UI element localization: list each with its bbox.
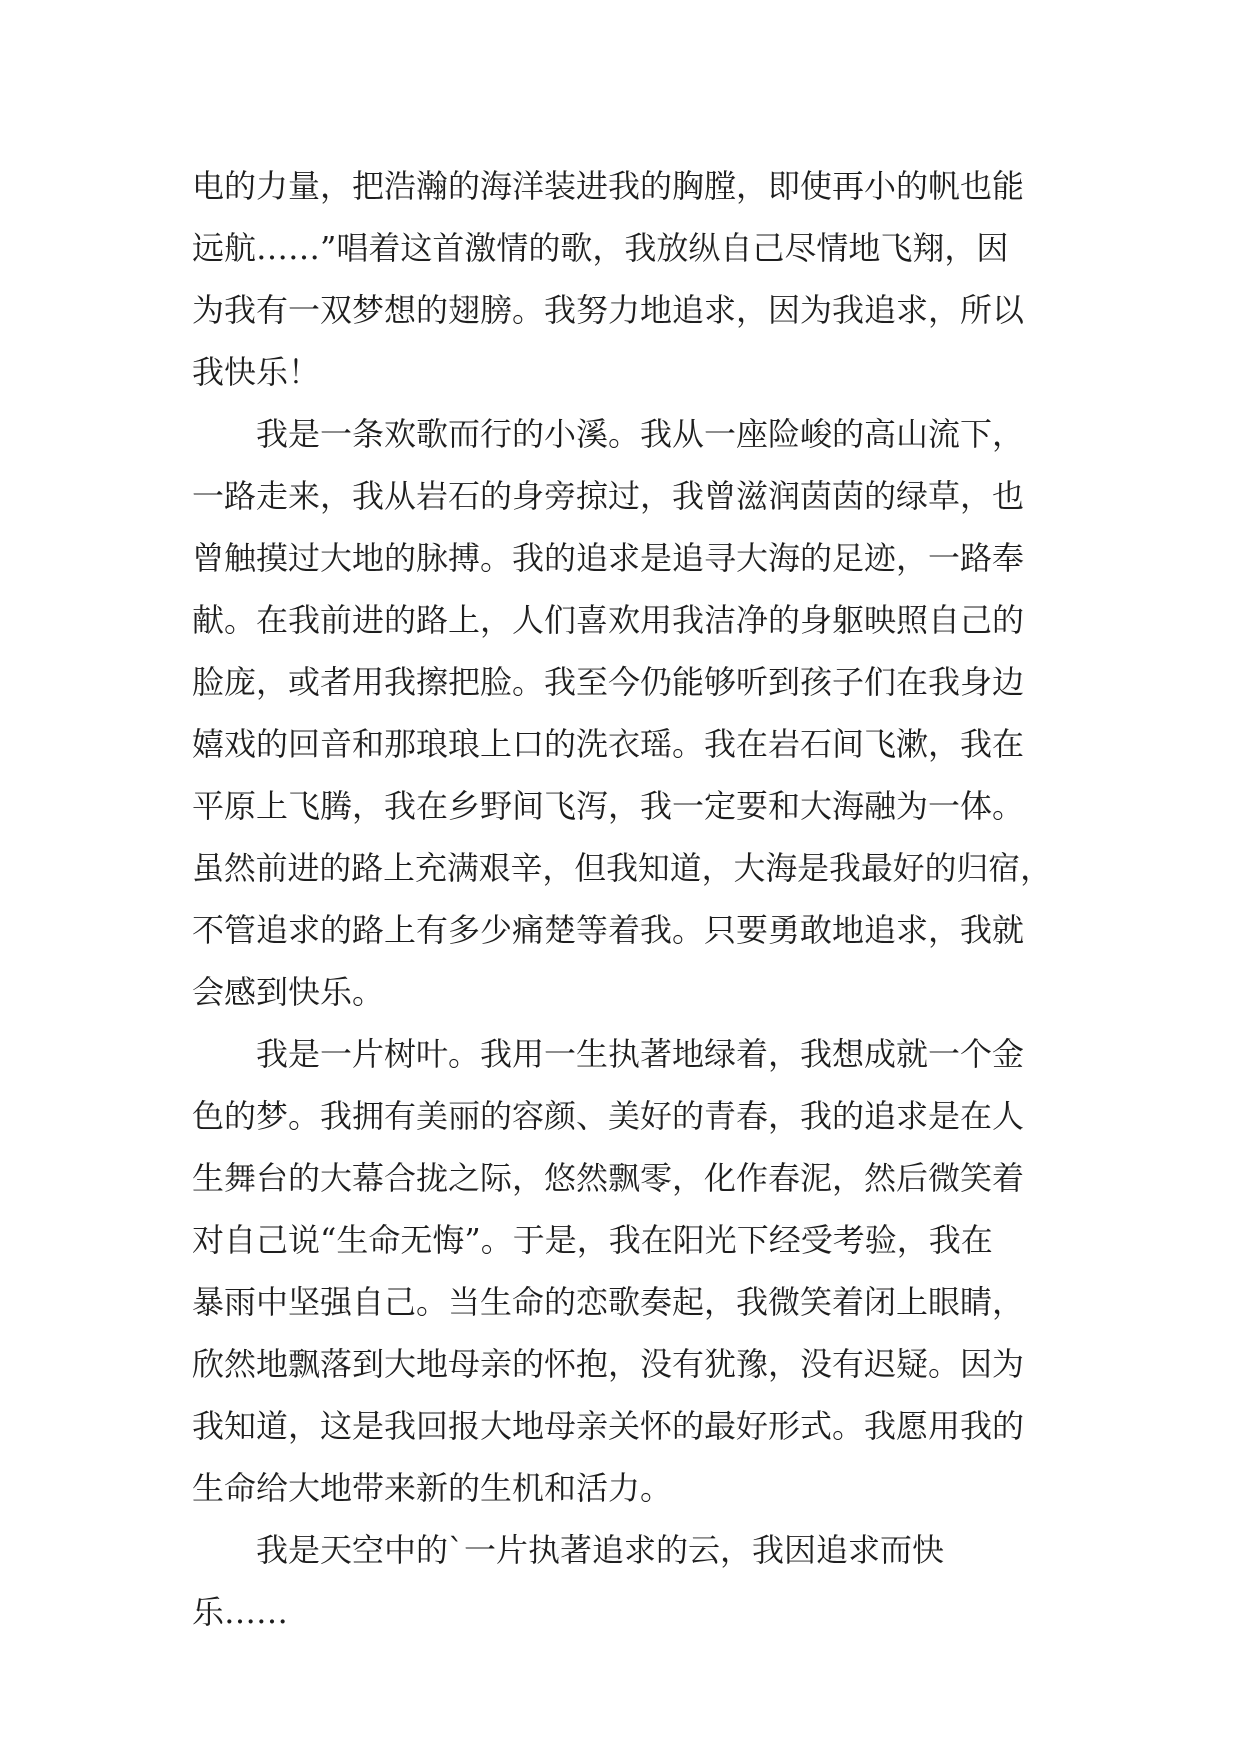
text-line: 远航……”唱着这首激情的歌，我放纵自己尽情地飞翔，因 xyxy=(192,229,1009,267)
text-line: 一路走来，我从岩石的身旁掠过，我曾滋润茵茵的绿草，也 xyxy=(192,477,1025,515)
text-line: 平原上飞腾，我在乡野间飞泻，我一定要和大海融为一体。 xyxy=(192,787,1025,825)
text-line: 曾触摸过大地的脉搏。我的追求是追寻大海的足迹，一路奉 xyxy=(192,539,1025,577)
text-line: 献。在我前进的路上，人们喜欢用我洁净的身躯映照自己的 xyxy=(192,601,1025,639)
paragraph-start-line: 我是一条欢歌而行的小溪。我从一座险峻的高山流下， xyxy=(192,415,1025,453)
paragraph-start-line: 我是一片树叶。我用一生执著地绿着，我想成就一个金 xyxy=(192,1035,1025,1073)
text-line: 我快乐！ xyxy=(192,353,321,391)
text-line: 色的梦。我拥有美丽的容颜、美好的青春，我的追求是在人 xyxy=(192,1097,1025,1135)
text-line: 欣然地飘落到大地母亲的怀抱，没有犹豫，没有迟疑。因为 xyxy=(192,1345,1025,1383)
text-line: 生命给大地带来新的生机和活力。 xyxy=(192,1469,673,1507)
text-line: 嬉戏的回音和那琅琅上口的洗衣瑶。我在岩石间飞漱，我在 xyxy=(192,725,1025,763)
text-line: 暴雨中坚强自己。当生命的恋歌奏起，我微笑着闭上眼睛， xyxy=(192,1283,1025,1321)
text-line: 我知道，这是我回报大地母亲关怀的最好形式。我愿用我的 xyxy=(192,1407,1025,1445)
text-line: 生舞台的大幕合拢之际，悠然飘零，化作春泥，然后微笑着 xyxy=(192,1159,1025,1197)
text-line: 会感到快乐。 xyxy=(192,973,385,1011)
text-line: 虽然前进的路上充满艰辛，但我知道，大海是我最好的归宿， xyxy=(192,849,1053,887)
text-line: 不管追求的路上有多少痛楚等着我。只要勇敢地追求，我就 xyxy=(192,911,1025,949)
essay-text xyxy=(192,155,1052,1643)
text-line: 脸庞，或者用我擦把脸。我至今仍能够听到孩子们在我身边 xyxy=(192,663,1025,701)
paragraph-start-line: 我是天空中的`一片执著追求的云，我因追求而快 xyxy=(192,1531,945,1569)
text-line: 电的力量，把浩瀚的海洋装进我的胸膛，即使再小的帆也能 xyxy=(192,167,1025,205)
text-line: 对自己说“生命无悔”。于是，我在阳光下经受考验，我在 xyxy=(192,1221,993,1259)
text-line: 为我有一双梦想的翅膀。我努力地追求，因为我追求，所以 xyxy=(192,291,1025,329)
text-line: 乐…… xyxy=(192,1593,289,1631)
